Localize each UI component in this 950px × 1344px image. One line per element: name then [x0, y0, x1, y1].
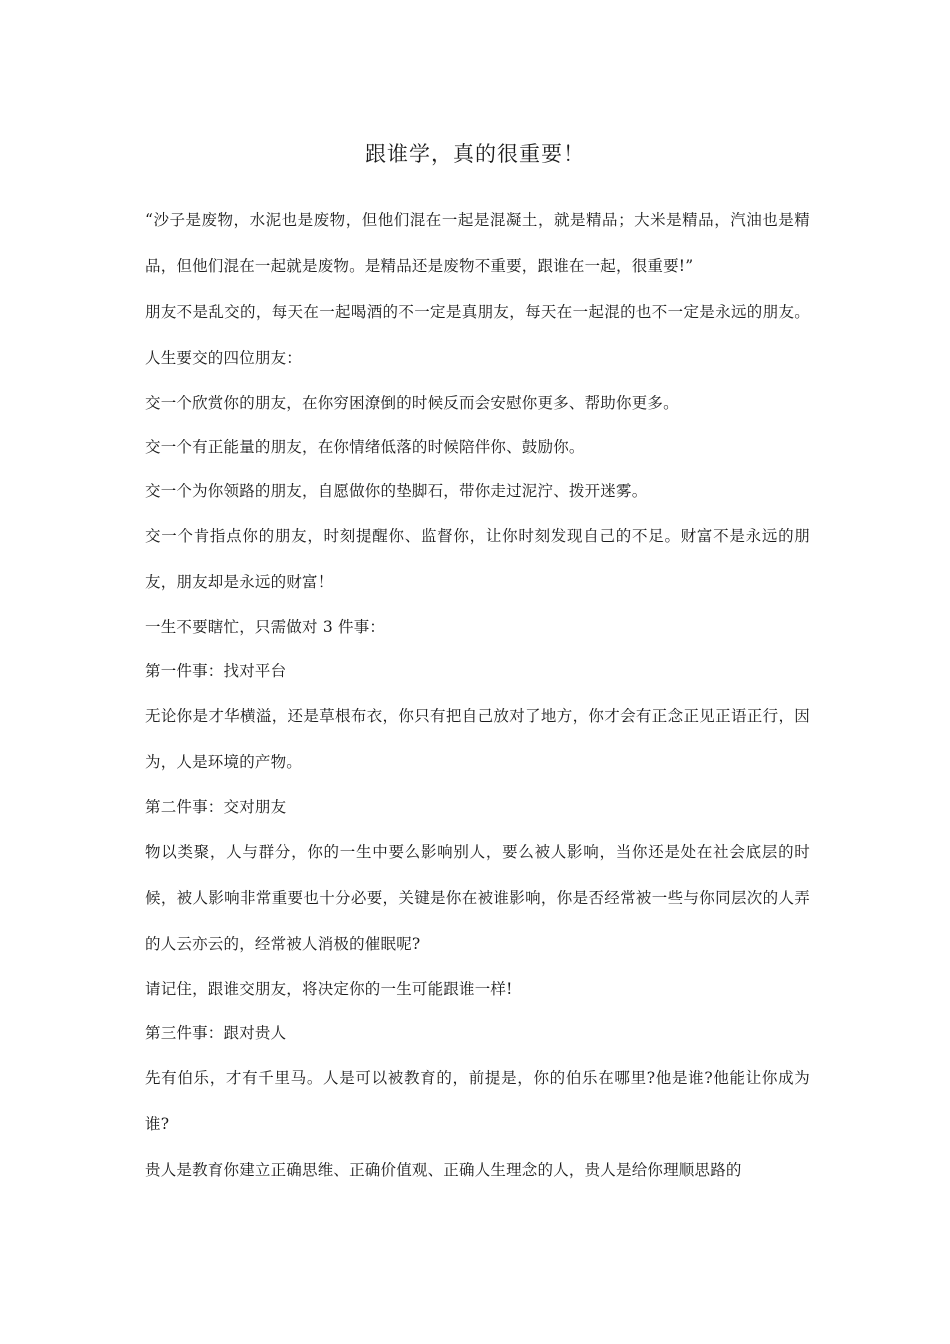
document-title: 跟谁学，真的很重要！ [365, 142, 585, 166]
paragraph-quote: “沙子是废物，水泥也是废物，但他们混在一起是混凝土，就是精品；大米是精品，汽油也是精品，但他们混在一起就是废物。是精品还是废物不重要，跟谁在一起，很重要!” [145, 211, 810, 275]
paragraph-friend-3: 交一个为你领路的朋友，自愿做你的垫脚石，带你走过泥泞、拨开迷雾。 [145, 482, 648, 500]
paragraph-friend-2: 交一个有正能量的朋友，在你情绪低落的时候陪伴你、鼓励你。 [145, 438, 585, 456]
paragraph-benefactor: 贵人是教育你建立正确思维、正确价值观、正确人生理念的人，贵人是给你理顺思路的 [145, 1161, 742, 1179]
document-body [145, 197, 810, 1193]
heading-second-thing: 第二件事：交对朋友 [145, 798, 287, 816]
paragraph-friends-intro: 朋友不是乱交的，每天在一起喝酒的不一定是真朋友，每天在一起混的也不一定是永远的朋友。人生要交的四位朋友： [145, 303, 810, 367]
paragraph-friend-1: 交一个欣赏你的朋友，在你穷困潦倒的时候反而会安慰你更多、帮助你更多。 [145, 394, 679, 412]
paragraph-second-thing: 物以类聚，人与群分，你的一生中要么影响别人，要么被人影响，当你还是处在社会底层的时候，被人影响非常重要也十分必要，关键是你在被谁影响，你是否经常被一些与你同层次的人弄的人云亦云的，经常被人消极的催眠呢? [145, 843, 810, 953]
paragraph-first-thing: 无论你是才华横溢，还是草根布衣，你只有把自己放对了地方，你才会有正念正见正语正行，因为，人是环境的产物。 [145, 707, 810, 771]
paragraph-three-things: 一生不要瞎忙，只需做对 3 件事： [145, 618, 386, 636]
paragraph-friend-4: 交一个肯指点你的朋友，时刻提醒你、监督你，让你时刻发现自己的不足。财富不是永远的朋友，朋友却是永远的财富！ [145, 527, 810, 591]
heading-third-thing: 第三件事：跟对贵人 [145, 1024, 287, 1042]
paragraph-third-thing: 先有伯乐，才有千里马。人是可以被教育的，前提是，你的伯乐在哪里?他是谁?他能让你成为谁? [145, 1069, 810, 1133]
paragraph-remember: 请记住，跟谁交朋友，将决定你的一生可能跟谁一样! [145, 980, 513, 998]
heading-first-thing: 第一件事：找对平台 [145, 662, 287, 680]
